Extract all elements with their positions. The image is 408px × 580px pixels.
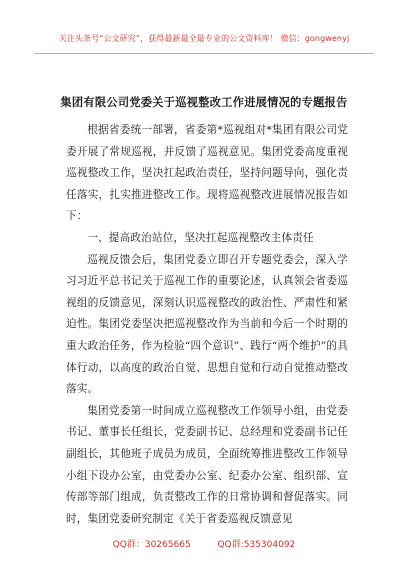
header-divider: [34, 53, 374, 54]
document-body: [66, 120, 348, 530]
footer-qq-group-2: QQ群:535304092: [217, 540, 296, 550]
paragraph-2: 巡视反馈会后，集团党委立即召开专题党委会，深入学习习近平总书记关于巡视工作的重要论述，认真领会省委巡视组的反馈意见，深刻认识巡视整改的政治性、严肃性和紧迫性。集团党委坚决把巡视整改作为当前和今后一个时期的重大政治任务，作为检验“四个意识”、践行“两个维护”的具体行动，以高度的政治自觉、思想自觉和行动自觉推动整改落实。: [66, 253, 348, 396]
section-heading-1: 一、提高政治站位，坚决扛起巡视整改主体责任: [87, 231, 314, 244]
footer-contact: [0, 537, 408, 550]
document-title: 集团有限公司党委关于巡视整改工作进展情况的专题报告: [60, 96, 348, 109]
header-promo-text: 关注头条号“公文研究”，获得最新最全最专业的公文资料库！ 微信：gongwenyj: [58, 34, 350, 43]
paragraph-3: 集团党委第一时间成立巡视整改工作领导小组，由党委书记、董事长任组长，党委副书记、总经理和党委副书记任副组长，其他班子成员为成员，全面统筹推进整改工作领导小组下设办公室，由党委办公室、纪委办公室、组织部、宣传部等部门组成，负责整改工作的日常协调和督促落实。同时，集团党委研究制定《关于省委巡视反馈意见: [66, 404, 348, 525]
footer-qq-group-1: QQ群：30265665: [112, 540, 191, 550]
paragraph-intro: 根据省委统一部署，省委第*巡视组对*集团有限公司党委开展了常规巡视，并反馈了巡视意见。集团党委高度重视巡视整改工作，坚决扛起政治责任，坚持问题导向，强化责任落实，扎实推进整改工作。现将巡视整改进展情况报告如下：: [66, 124, 348, 223]
